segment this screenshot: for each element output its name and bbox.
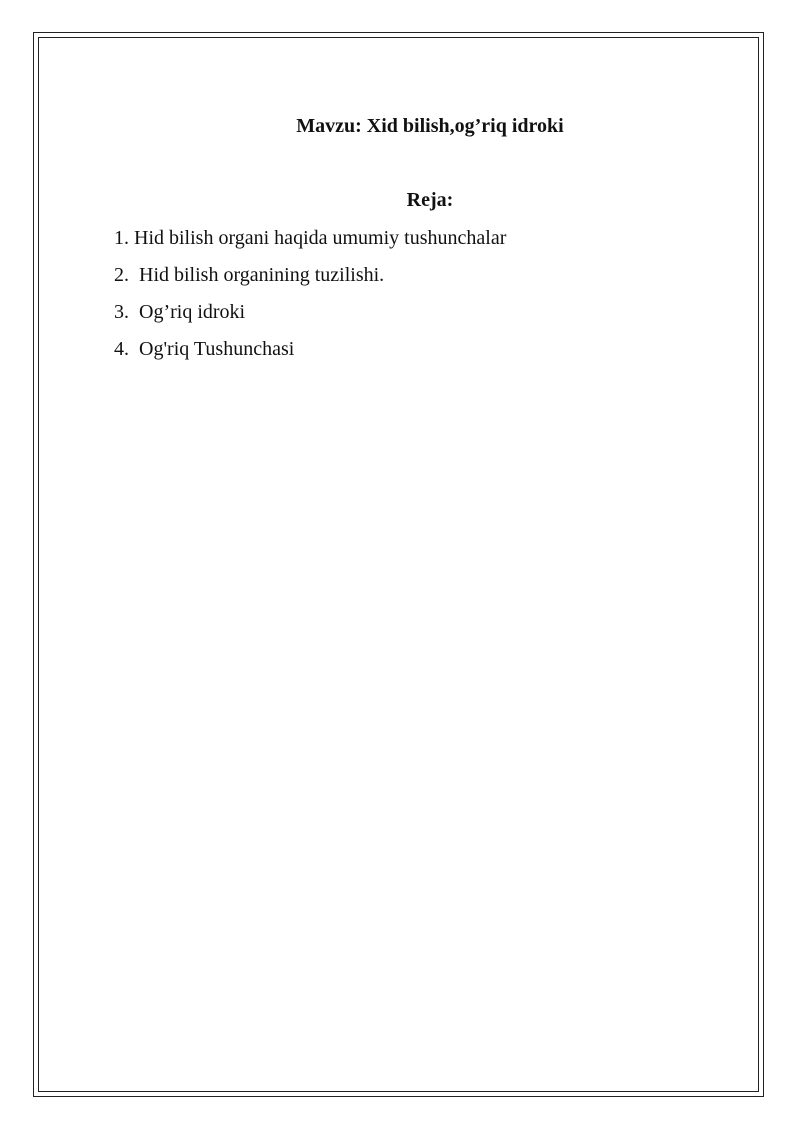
plan-item-text: Hid bilish organi haqida umumiy tushunchalar bbox=[134, 227, 507, 249]
plan-item-number: 4. bbox=[114, 338, 129, 360]
plan-item-number: 3. bbox=[114, 301, 129, 323]
plan-item bbox=[114, 262, 506, 299]
plan-item-text: Hid bilish organining tuzilishi. bbox=[139, 264, 385, 286]
plan-item-text: Og'riq Tushunchasi bbox=[139, 338, 295, 360]
plan-item bbox=[114, 336, 506, 373]
page-title: Mavzu: Xid bilish,og’riq idroki bbox=[296, 115, 564, 137]
plan-list bbox=[114, 225, 506, 373]
plan-heading: Reja: bbox=[406, 189, 454, 211]
plan-item-number: 1. bbox=[114, 227, 129, 249]
plan-item bbox=[114, 225, 506, 262]
plan-item-text: Og’riq idroki bbox=[139, 301, 246, 323]
plan-item bbox=[114, 299, 506, 336]
plan-item-number: 2. bbox=[114, 264, 129, 286]
